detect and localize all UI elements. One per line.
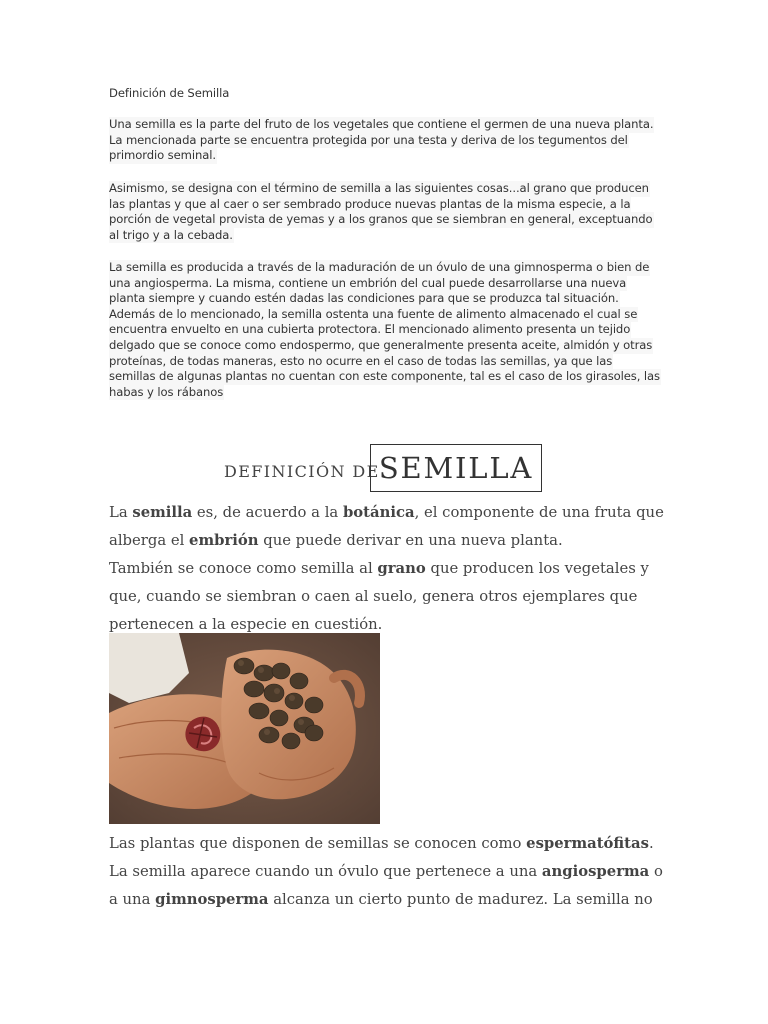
text-line: primordio seminal. (109, 148, 216, 163)
text-line: También se conoce como semilla al grano que producen los vegetales y (109, 560, 649, 577)
text-line: Asimismo, se designa con el término de semilla a las siguientes cosas...al grano que producen (109, 181, 649, 195)
heading-boxed-word: SEMILLA (370, 444, 542, 492)
bold-term: semilla (132, 504, 193, 521)
text-line: las plantas y que al caer o ser sembrado produce nuevas plantas de la misma especie, a la (109, 196, 631, 211)
paragraph-definition (109, 117, 657, 164)
text-line: al trigo y a la cebada. (109, 227, 233, 242)
hands-with-seeds-image (109, 633, 380, 824)
text-line: una angiosperma. La misma, contiene un embrión del cual puede desarrollarse una nueva (109, 275, 627, 290)
text-line: La mencionada parte se encuentra protegida por una testa y deriva de los tegumentos del (109, 132, 628, 147)
text-line: proteínas, de todas maneras, esto no ocurre en el caso de todas las semillas, ya que las (109, 353, 613, 368)
text-line: que, cuando se siembran o caen al suelo, genera otros ejemplares que (109, 588, 638, 605)
bold-term: botánica (342, 504, 415, 521)
bold-term: espermatófitas (526, 835, 649, 852)
bold-term: embrión (189, 532, 259, 549)
heading-prefix: DEFINICIÓN DE (224, 462, 380, 481)
paragraph-designation (109, 181, 657, 243)
text-line: alberga el embrión que puede derivar en una nueva planta. (109, 532, 563, 549)
document-title: Definición de Semilla (109, 86, 230, 100)
text-line: habas y los rábanos (109, 384, 224, 399)
paragraph-production (109, 260, 660, 400)
text-line: La semilla es, de acuerdo a la botánica, el componente de una fruta que (109, 504, 664, 521)
text-line: semillas de algunas plantas no cuentan con este componente, tal es el caso de los girasoles, las (109, 369, 660, 384)
text-line: encuentra envuelto en una cubierta protectora. El mencionado alimento presenta un tejido (109, 322, 631, 337)
text-line: delgado que se conoce como endospermo, que generalmente presenta aceite, almidón y otras (109, 337, 653, 352)
bold-term: angiosperma (541, 863, 650, 880)
text-line: a una gimnosperma alcanza un cierto punto de madurez. La semilla no (109, 891, 653, 908)
text-line: porción de vegetal provista de yemas y a los granos que se siembran en general, exceptuando (109, 212, 653, 227)
text-line: planta siempre y cuando estén dadas las condiciones para que se produzca tal situación. (109, 291, 619, 306)
text-line: Una semilla es la parte del fruto de los vegetales que contiene el germen de una nueva planta. (109, 117, 654, 131)
section-spermatophytes-text (109, 830, 669, 914)
text-line: Además de lo mencionado, la semilla ostenta una fuente de alimento almacenado el cual se (109, 306, 638, 321)
text-line: pertenecen a la especie en cuestión. (109, 616, 383, 633)
seeds-photo-illustration (109, 633, 380, 824)
bold-term: gimnosperma (155, 891, 269, 908)
text-line: La semilla aparece cuando un óvulo que pertenece a una angiosperma o (109, 863, 663, 880)
text-line: Las plantas que disponen de semillas se conocen como espermatófitas. (109, 835, 654, 852)
section-botany-text (109, 499, 669, 639)
bold-term: grano (377, 560, 426, 577)
text-line: La semilla es producida a través de la maduración de un óvulo de una gimnosperma o bien de (109, 260, 650, 274)
